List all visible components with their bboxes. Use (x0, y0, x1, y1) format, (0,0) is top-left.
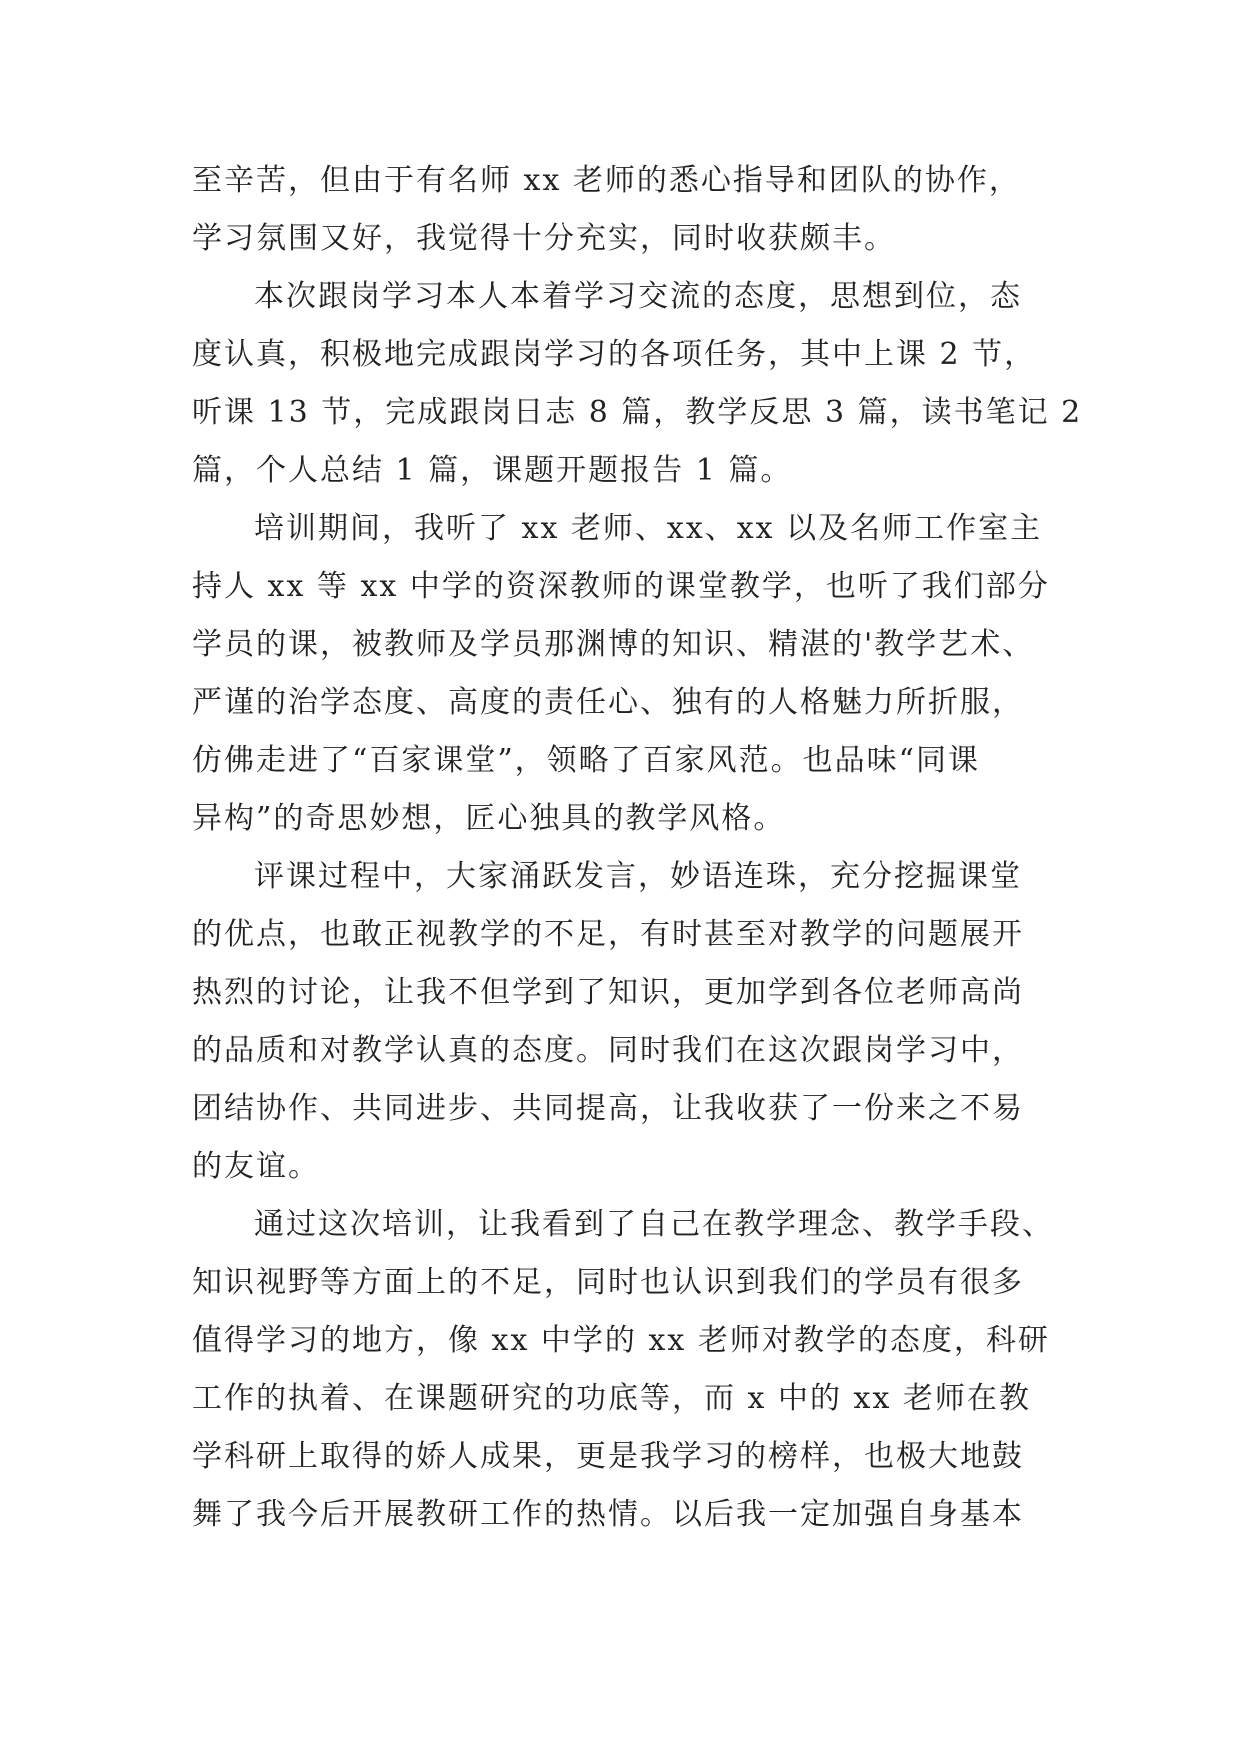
text-line: 知识视野等方面上的不足，同时也认识到我们的学员有很多 (192, 1265, 1024, 1300)
text-line: 异构”的奇思妙想，匠心独具的教学风格。 (192, 801, 786, 836)
text-line: 评课过程中，大家涌跃发言，妙语连珠，充分挖掘课堂 (254, 859, 1022, 894)
text-line: 的优点，也敢正视教学的不足，有时甚至对教学的问题展开 (192, 917, 1024, 952)
text-line: 团结协作、共同进步、共同提高，让我收获了一份来之不易 (192, 1091, 1024, 1126)
text-line: 至辛苦，但由于有名师 xx 老师的悉心指导和团队的协作， (192, 163, 1021, 198)
text-line: 持人 xx 等 xx 中学的资深教师的课堂教学，也听了我们部分 (192, 569, 1050, 604)
text-line: 篇，个人总结 1 篇，课题开题报告 1 篇。 (192, 453, 793, 488)
text-line: 学员的课，被教师及学员那渊博的知识、精湛的'教学艺术、 (192, 627, 1035, 662)
text-line: 工作的执着、在课题研究的功底等，而 x 中的 xx 老师在教 (192, 1381, 1031, 1416)
paragraph (192, 500, 1072, 848)
text-line: 热烈的讨论，让我不但学到了知识，更加学到各位老师高尚 (192, 975, 1024, 1010)
paragraph (192, 848, 1072, 1196)
text-line: 培训期间，我听了 xx 老师、xx、xx 以及名师工作室主 (254, 511, 1043, 546)
document-body (192, 152, 1083, 1544)
text-line: 学科研上取得的娇人成果，更是我学习的榜样，也极大地鼓 (192, 1439, 1024, 1474)
text-line: 仿佛走进了“百家课堂”，领略了百家风范。也品味“同课 (192, 743, 981, 778)
text-line: 值得学习的地方，像 xx 中学的 xx 老师对教学的态度，科研 (192, 1323, 1050, 1358)
text-line: 本次跟岗学习本人本着学习交流的态度，思想到位，态 (254, 279, 1022, 314)
paragraph (192, 1196, 1072, 1544)
text-line: 度认真，积极地完成跟岗学习的各项任务，其中上课 2 节， (192, 337, 1037, 372)
text-line: 学习氛围又好，我觉得十分充实，同时收获颇丰。 (192, 221, 896, 256)
paragraph (192, 152, 1072, 268)
text-line: 通过这次培训，让我看到了自己在教学理念、教学手段、 (254, 1207, 1054, 1242)
text-line: 舞了我今后开展教研工作的热情。以后我一定加强自身基本 (192, 1497, 1024, 1532)
text-line: 听课 13 节，完成跟岗日志 8 篇，教学反思 3 篇，读书笔记 2 (192, 395, 1083, 430)
text-line: 严谨的治学态度、高度的责任心、独有的人格魅力所折服， (192, 685, 1024, 720)
paragraph (192, 268, 1083, 500)
text-line: 的品质和对教学认真的态度。同时我们在这次跟岗学习中， (192, 1033, 1024, 1068)
text-line: 的友谊。 (192, 1149, 320, 1184)
